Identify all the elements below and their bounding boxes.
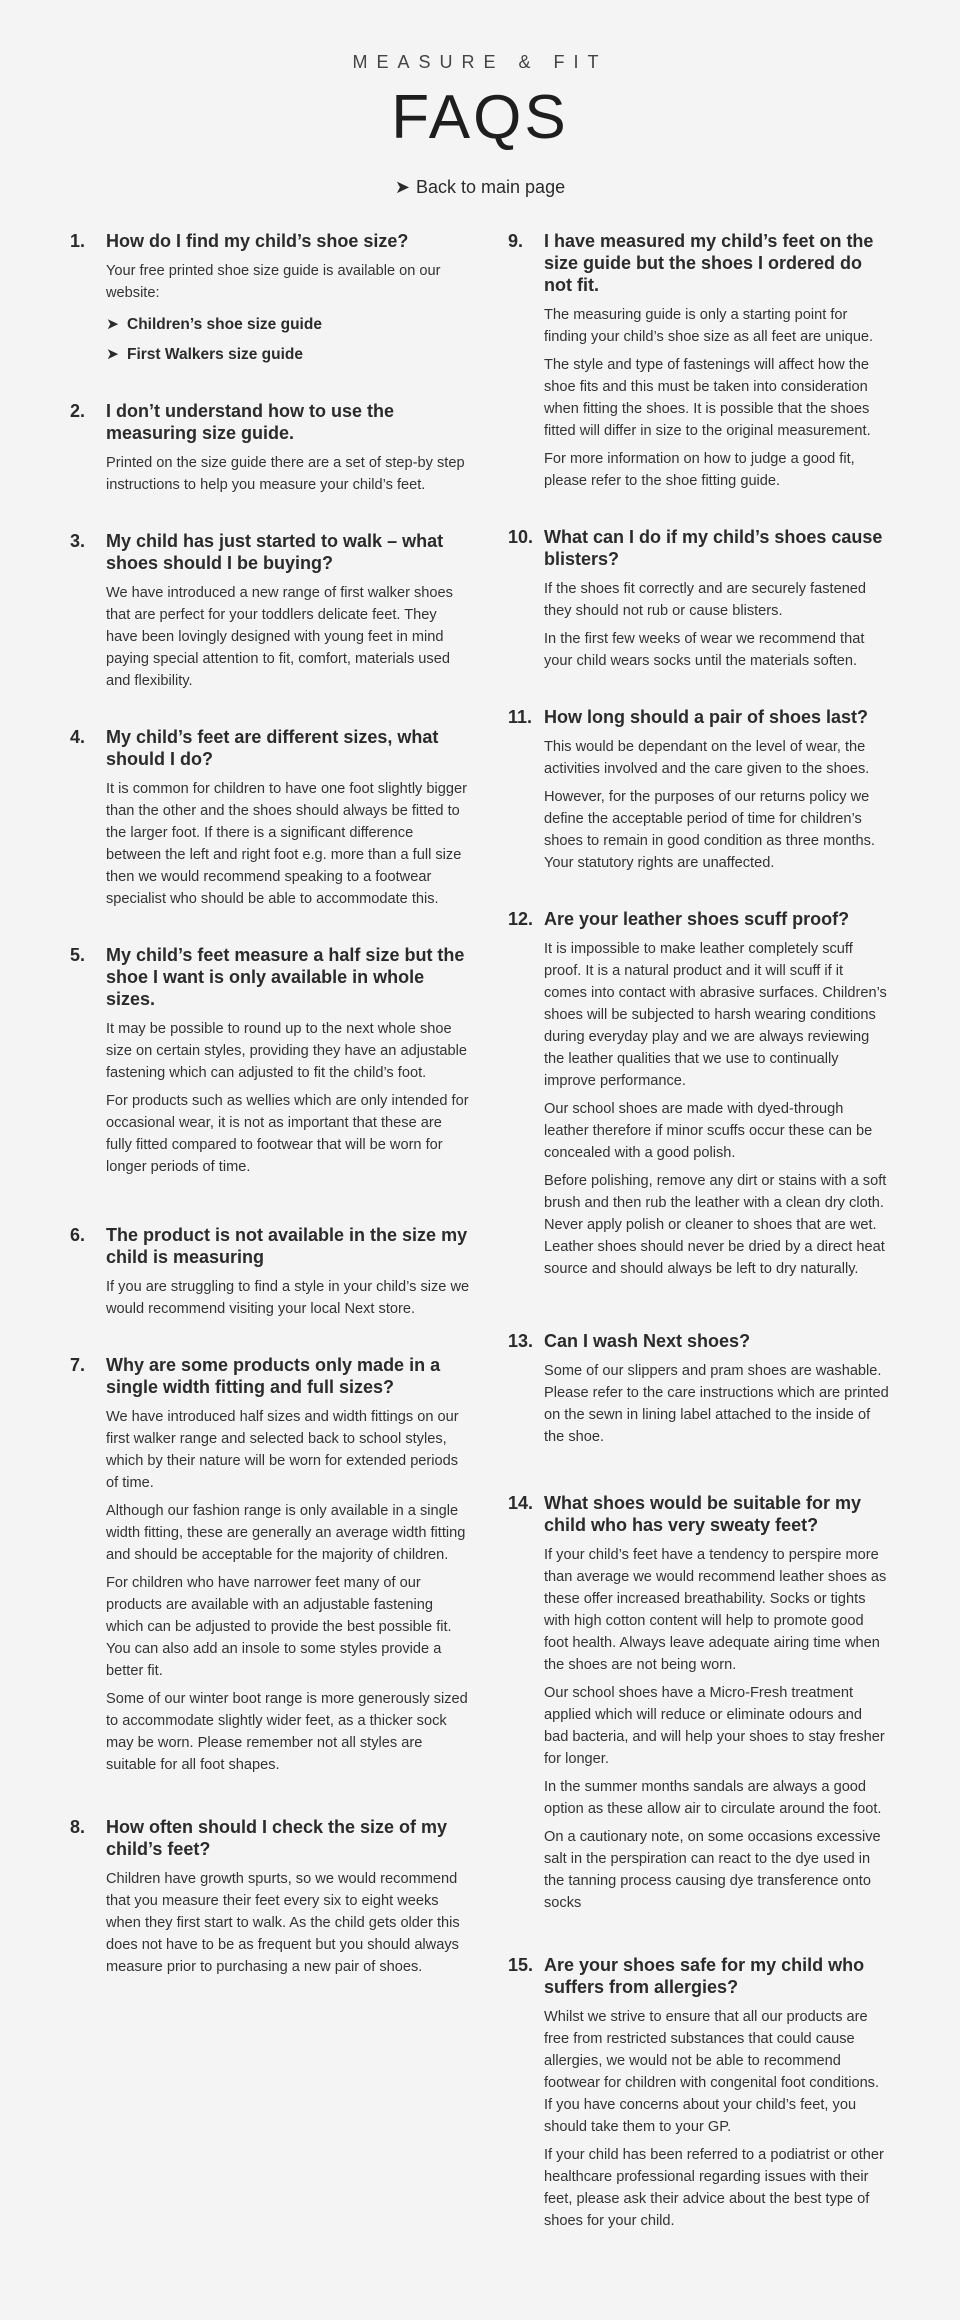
size-guide-link[interactable] <box>106 344 470 366</box>
faq-question-row <box>70 400 470 444</box>
page-title: FAQS <box>391 83 569 152</box>
size-guide-links <box>106 314 470 366</box>
faq-item <box>70 1224 470 1320</box>
answer-paragraph: This would be dependant on the level of wear, the activities involved and the care given to the shoes. <box>544 739 870 777</box>
faq-item <box>508 526 890 672</box>
faq-number: 9. <box>508 231 524 251</box>
faq-question: Can I wash Next shoes? <box>544 1331 751 1351</box>
faq-number: 11. <box>508 707 533 727</box>
section-kicker: MEASURE & FIT <box>352 52 608 72</box>
faq-answer <box>106 1018 470 1178</box>
faq-number: 4. <box>70 727 86 747</box>
faq-number: 15. <box>508 1955 534 1975</box>
faq-item <box>508 1492 890 1914</box>
faq-number: 1. <box>70 231 86 251</box>
faq-question: I don’t understand how to use the measuring size guide. <box>106 401 394 443</box>
faq-number: 13. <box>508 1331 534 1351</box>
answer-paragraph: Our school shoes are made with dyed-through leather therefore if minor scuffs occur these can be concealed with a good polish. <box>544 1101 873 1161</box>
faq-question-row <box>70 944 470 1010</box>
answer-paragraph: If the shoes fit correctly and are securely fastened they should not rub or cause blisters. <box>544 581 867 619</box>
size-guide-link-label: Children’s shoe size guide <box>127 316 322 333</box>
faq-number: 10. <box>508 527 534 547</box>
faq-question-row <box>70 230 470 252</box>
faq-item <box>70 530 470 692</box>
faq-question-row <box>508 706 890 728</box>
faq-number: 12. <box>508 909 534 929</box>
faq-question-row <box>70 530 470 574</box>
answer-paragraph: If your child’s feet have a tendency to perspire more than average we would recommend leather shoes as these offer increased breathability. Socks or tights with high cotton content will help to promote good foot health. Always leave adequate airing time when the shoes are not being worn. <box>544 1547 887 1673</box>
answer-paragraph: It may be possible to round up to the next whole shoe size on certain styles, providing they have an adjustable fastening which can adjusted to fit the child’s foot. <box>106 1021 468 1081</box>
answer-paragraph: The measuring guide is only a starting point for finding your child’s shoe size as all feet are unique. <box>544 307 874 345</box>
answer-paragraph: It is impossible to make leather completely scuff proof. It is a natural product and it will scuff if it comes into contact with abrasive surfaces. Children’s shoes will be subjected to harsh wearing conditions during everyday play and we are always reviewing the leather qualities that we use to continually improve performance. <box>544 941 887 1089</box>
faq-question: How often should I check the size of my child’s feet? <box>106 1817 448 1859</box>
faq-question-row <box>70 1224 470 1268</box>
faq-item <box>508 706 890 874</box>
faq-number: 2. <box>70 401 86 421</box>
faq-item <box>508 908 890 1280</box>
answer-paragraph: We have introduced half sizes and width fittings on our first walker range and selected back to school styles, which by their nature will be worn for extended periods of time. <box>106 1409 459 1491</box>
answer-paragraph: For products such as wellies which are only intended for occasional wear, it is not as important that these are fully fitted compared to footwear that will be worn for longer periods of time. <box>106 1093 469 1175</box>
faq-question: How long should a pair of shoes last? <box>544 707 869 727</box>
answer-paragraph: Whilst we strive to ensure that all our products are free from restricted substances that could cause allergies, we would not be able to recommend footwear for children with congenital foot conditions. If you have concerns about your child’s feet, you should take them to your GP. <box>544 2009 880 2135</box>
answer-paragraph: In the summer months sandals are always a good option as these allow air to circulate around the foot. <box>544 1779 882 1817</box>
answer-paragraph: Our school shoes have a Micro-Fresh treatment applied which will reduce or eliminate odours and bad bacteria, and will help your shoes to stay fresher for longer. <box>544 1685 885 1767</box>
arrow-right-icon: ➤ <box>106 346 119 363</box>
answer-paragraph: If you are struggling to find a style in your child’s size we would recommend visiting your local Next store. <box>106 1279 470 1317</box>
faq-answer <box>544 938 890 1280</box>
answer-paragraph: On a cautionary note, on some occasions excessive salt in the perspiration can react to the dye used in the tanning process causing dye transference onto socks <box>544 1829 881 1911</box>
faq-question-row <box>70 1816 470 1860</box>
faq-answer <box>544 304 890 492</box>
faq-number: 7. <box>70 1355 86 1375</box>
faq-column-right <box>508 230 890 2266</box>
faq-item <box>508 230 890 492</box>
faq-number: 14. <box>508 1493 534 1513</box>
arrow-right-icon: ➤ <box>394 177 410 197</box>
faq-answer <box>106 1868 470 1978</box>
faq-question: What shoes would be suitable for my child who has very sweaty feet? <box>544 1493 862 1535</box>
faq-answer <box>106 452 470 496</box>
faq-question-row <box>508 908 890 930</box>
faq-item <box>70 1354 470 1776</box>
faq-item <box>70 400 470 496</box>
answer-paragraph: However, for the purposes of our returns policy we define the acceptable period of time for children’s shoes to remain in good condition as three months. Your statutory rights are unaffected. <box>544 789 875 871</box>
page-header <box>0 0 960 198</box>
faq-column-left <box>70 230 470 2012</box>
faq-question: Are your leather shoes scuff proof? <box>544 909 850 929</box>
answer-paragraph: Some of our slippers and pram shoes are washable. Please refer to the care instructions which are printed on the sewn in lining label attached to the inside of the shoe. <box>544 1363 889 1445</box>
faq-question-row <box>70 1354 470 1398</box>
faq-item <box>508 1954 890 2232</box>
faq-number: 3. <box>70 531 86 551</box>
answer-paragraph: Printed on the size guide there are a set of step-by step instructions to help you measure your child’s feet. <box>106 455 465 493</box>
faq-answer <box>106 582 470 692</box>
back-link-label: Back to main page <box>416 177 566 197</box>
faq-item <box>508 1330 890 1448</box>
faq-number: 6. <box>70 1225 86 1245</box>
faq-item <box>70 944 470 1178</box>
size-guide-link[interactable] <box>106 314 470 336</box>
faq-question-row <box>70 726 470 770</box>
size-guide-link-label: First Walkers size guide <box>127 346 304 363</box>
faq-answer <box>544 736 890 874</box>
faq-question: How do I find my child’s shoe size? <box>106 231 409 251</box>
answer-paragraph: Some of our winter boot range is more generously sized to accommodate slightly wider feet, as a thicker sock may be worn. Please remember not all styles are suitable for all foot shapes. <box>106 1691 468 1773</box>
answer-paragraph: Although our fashion range is only available in a single width fitting, these are generally an average width fitting and should be acceptable for the majority of children. <box>106 1503 466 1563</box>
faq-question: I have measured my child’s feet on the size guide but the shoes I ordered do not fit. <box>544 231 874 295</box>
faq-question-row <box>508 1492 890 1536</box>
faq-number: 5. <box>70 945 86 965</box>
answer-paragraph: For more information on how to judge a good fit, please refer to the shoe fitting guide. <box>544 451 855 489</box>
faq-item <box>70 230 470 366</box>
answer-paragraph: For children who have narrower feet many of our products are available with an adjustable fastening which can be adjusted to provide the best possible fit. You can also add an insole to some styles provide a better fit. <box>106 1575 452 1679</box>
answer-paragraph: In the first few weeks of wear we recommend that your child wears socks until the materials soften. <box>544 631 865 669</box>
answer-paragraph: It is common for children to have one foot slightly bigger than the other and the shoes should always be fitted to the larger foot. If there is a significant difference between the left and right foot e.g. more than a full size then we would recommend speaking to a footwear specialist who should be able to accommodate this. <box>106 781 467 907</box>
faq-question: My child has just started to walk – what shoes should I be buying? <box>106 531 444 573</box>
faq-answer <box>106 1276 470 1320</box>
faq-question: My child’s feet are different sizes, what should I do? <box>106 727 439 769</box>
arrow-right-icon: ➤ <box>106 316 119 333</box>
faq-question: Why are some products only made in a single width fitting and full sizes? <box>106 1355 441 1397</box>
faq-answer <box>544 2006 890 2232</box>
faq-question: What can I do if my child’s shoes cause blisters? <box>544 527 883 569</box>
answer-paragraph: Your free printed shoe size guide is available on our website: <box>106 263 441 301</box>
answer-paragraph: Children have growth spurts, so we would recommend that you measure their feet every six to eight weeks when they first start to walk. As the child gets older this does not have to be as frequent but you should always measure prior to purchasing a new pair of shoes. <box>106 1871 460 1975</box>
faq-question: My child’s feet measure a half size but the shoe I want is only available in whole sizes. <box>106 945 465 1009</box>
faq-question-row <box>508 1330 890 1352</box>
faq-item <box>70 726 470 910</box>
faq-answer <box>544 1544 890 1914</box>
faq-number: 8. <box>70 1817 86 1837</box>
answer-paragraph: The style and type of fastenings will affect how the shoe fits and this must be taken into consideration when fitting the shoes. It is possible that the shoes fitted will differ in size to the original measurement. <box>544 357 871 439</box>
faq-answer <box>544 1360 890 1448</box>
answer-paragraph: We have introduced a new range of first walker shoes that are perfect for your toddlers delicate feet. They have been lovingly designed with young feet in mind paying special attention to fit, comfort, materials used and flexibility. <box>106 585 453 689</box>
answer-paragraph: If your child has been referred to a podiatrist or other healthcare professional regarding issues with their feet, please ask their advice about the best type of shoes for your child. <box>544 2147 884 2229</box>
faq-answer <box>106 260 470 366</box>
answer-paragraph: Before polishing, remove any dirt or stains with a soft brush and then rub the leather with a clean dry cloth. Never apply polish or cleaner to shoes that are wet. Leather shoes should never be dried by a direct heat source and should always be left to dry naturally. <box>544 1173 887 1277</box>
faq-question-row <box>508 230 890 296</box>
faq-answer <box>106 778 470 910</box>
back-to-main-link[interactable] <box>395 177 565 198</box>
faq-question: Are your shoes safe for my child who suffers from allergies? <box>544 1955 865 1997</box>
faq-answer <box>544 578 890 672</box>
faq-answer <box>106 1406 470 1776</box>
faq-question-row <box>508 526 890 570</box>
faq-item <box>70 1816 470 1978</box>
faq-question-row <box>508 1954 890 1998</box>
faq-question: The product is not available in the size my child is measuring <box>106 1225 468 1267</box>
